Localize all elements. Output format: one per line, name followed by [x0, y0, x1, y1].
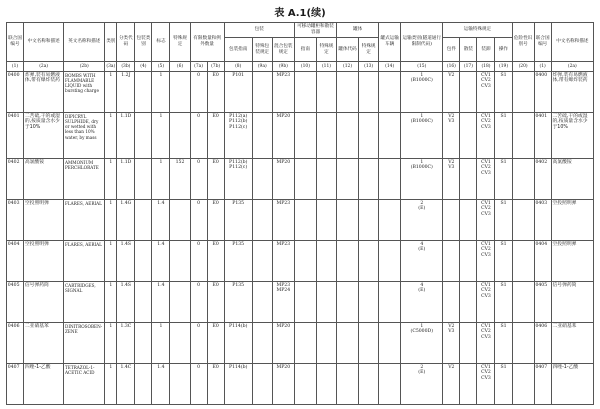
cell-hz [512, 282, 534, 323]
cell-p16: V2 V3 [443, 323, 460, 364]
header-un-no-right: 联合国编号 [534, 23, 551, 62]
column-number-row [7, 62, 594, 72]
cell-veh [379, 364, 401, 405]
cell-mp: MP23 [272, 72, 294, 113]
cell-p19: S1 [495, 282, 512, 323]
cell-t11 [316, 282, 336, 323]
cell-t10 [294, 282, 316, 323]
cell-t13 [359, 200, 379, 241]
cell-cls: 1 [105, 323, 117, 364]
column-number: (8) [224, 62, 252, 72]
cell-p17 [460, 323, 477, 364]
cell-p18: CV1 CV2 CV3 [477, 282, 495, 323]
cell-p16: V2 V3 [443, 113, 460, 159]
cell-t13 [359, 72, 379, 113]
cell-pg [135, 113, 152, 159]
cell-veh [379, 159, 401, 200]
cell-t11 [316, 200, 336, 241]
cell-cn2: 炸弹,装有易燃液体,带有爆炸装药 [551, 72, 593, 113]
header-pkg-special: 特殊包装规定 [252, 38, 272, 62]
cell-p17 [460, 72, 477, 113]
cell-en: FLARES, AERIAL [64, 241, 105, 282]
cell-t12 [337, 72, 359, 113]
cell-p17 [460, 282, 477, 323]
cell-cls: 1 [105, 200, 117, 241]
cell-p16: V2 [443, 364, 460, 405]
table-title: 表 A.1(续) [274, 8, 326, 19]
cell-q7b: E0 [207, 364, 224, 405]
cell-pg [135, 159, 152, 200]
cell-code: 1.4G [117, 200, 135, 241]
transport-cat-tc2: (B1000C) [410, 119, 433, 125]
cell-un2: 0405 [534, 282, 551, 323]
cell-lbl: 1.4 [152, 364, 170, 405]
cell-code: 1.1D [117, 113, 135, 159]
transport-cat-tc2: (E) [418, 370, 426, 376]
cell-q7b: E0 [207, 72, 224, 113]
cell-p16 [443, 200, 460, 241]
cell-pi: P135 [224, 241, 252, 282]
cell-t13 [359, 282, 379, 323]
cell-code: 1.2J [117, 72, 135, 113]
cell-un: 0403 [7, 200, 24, 241]
cell-p18: CV1 CV2 CV3 [477, 200, 495, 241]
cell-p16 [443, 282, 460, 323]
cell-un: 0401 [7, 113, 24, 159]
transport-cat-tc1: 4 [420, 241, 424, 247]
cell-cn2: 二苦硫,干的或湿的,按质量含水少于10% [551, 113, 593, 159]
transport-cat-tc2: (B1000C) [410, 78, 433, 84]
cell-lbl: 1 [152, 323, 170, 364]
cell-t11 [316, 364, 336, 405]
cell-sp [170, 323, 190, 364]
header-port-instr: 指南 [294, 38, 316, 62]
cell-p18: CV1 CV2 CV3 [477, 241, 495, 282]
cell-t13 [359, 241, 379, 282]
cell-t10 [294, 200, 316, 241]
cell-lbl: 1 [152, 113, 170, 159]
cell-cls: 1 [105, 113, 117, 159]
column-number: (18) [477, 62, 495, 72]
transport-cat-tc1: 1 [420, 113, 424, 119]
cell-tc [401, 200, 443, 241]
cell-q7a: 0 [190, 113, 207, 159]
column-number: (13) [359, 62, 379, 72]
cell-p17 [460, 200, 477, 241]
cell-p18: CV1 CV2 CV3 [477, 72, 495, 113]
cell-p19: S1 [495, 323, 512, 364]
header-mixed: 混合包装规定 [272, 38, 294, 62]
transport-cat-tc2: (E) [418, 206, 426, 212]
cell-pg [135, 323, 152, 364]
cell-q7a: 0 [190, 200, 207, 241]
cell-t11 [316, 113, 336, 159]
cell-tc [401, 282, 443, 323]
table-row [7, 159, 594, 200]
cell-tc [401, 323, 443, 364]
cell-p17 [460, 364, 477, 405]
cell-t11 [316, 72, 336, 113]
cell-hz [512, 200, 534, 241]
cell-mp: MP20 [272, 364, 294, 405]
cell-cls: 1 [105, 159, 117, 200]
cell-t13 [359, 323, 379, 364]
cell-lbl: 1.4 [152, 282, 170, 323]
cell-q7a: 0 [190, 323, 207, 364]
header-packaging: 包装 [224, 23, 294, 38]
cell-code: 1.3C [117, 323, 135, 364]
column-number: (15) [401, 62, 443, 72]
header-cn-name: 中文名称和描述 [24, 23, 64, 62]
header-sp-bulk: 散装 [460, 38, 477, 62]
cell-pi: P112(a) P112(b) P112(c) [224, 113, 252, 159]
cell-t12 [337, 241, 359, 282]
cell-cls: 1 [105, 241, 117, 282]
cell-hz [512, 159, 534, 200]
cell-en: DIPICRYL SULPHIDE, dry or wetted with less than 10% water, by mass [64, 113, 105, 159]
cell-en: CARTRIDGES, SIGNAL [64, 282, 105, 323]
cell-un2: 0402 [534, 159, 551, 200]
cell-hz [512, 323, 534, 364]
column-number: (4) [135, 62, 152, 72]
transport-cat-tc1: 1 [420, 159, 424, 165]
cell-pi: P114(b) [224, 364, 252, 405]
cell-veh [379, 323, 401, 364]
cell-un2: 0401 [534, 113, 551, 159]
cell-code: 1.1D [117, 159, 135, 200]
cell-p19: S1 [495, 241, 512, 282]
table-row [7, 200, 594, 241]
header-tank-code: 罐体代码 [337, 38, 359, 62]
header-hazard-id: 危险性识别号 [512, 23, 534, 62]
cell-t12 [337, 113, 359, 159]
header-limited: 有限数量和例外数量 [190, 23, 224, 62]
header-tank: 罐体 [337, 23, 379, 38]
column-number: (20) [512, 62, 534, 72]
column-number: (7a) [190, 62, 207, 72]
table-row [7, 282, 594, 323]
column-number: (2a) [24, 62, 64, 72]
cell-cn2: 空投照明弹 [551, 200, 593, 241]
cell-p18: CV1 CV2 CV3 [477, 113, 495, 159]
cell-un2: 0403 [534, 200, 551, 241]
cell-tc [401, 113, 443, 159]
cell-en: BOMBS WITH FLAMMABLE LIQUID with bursting charge [64, 72, 105, 113]
cell-veh [379, 200, 401, 241]
cell-t11 [316, 159, 336, 200]
cell-un: 0400 [7, 72, 24, 113]
cell-pp [252, 364, 272, 405]
header-pkg-instr: 包装指南 [224, 38, 252, 62]
transport-cat-tc1: 2 [420, 364, 424, 370]
cell-t10 [294, 241, 316, 282]
header-tank-special: 特殊规定 [359, 38, 379, 62]
cell-pp [252, 200, 272, 241]
column-number: (11) [316, 62, 336, 72]
header-en-name: 英文名称和描述 [64, 23, 105, 62]
header-un-no: 联合国编号 [7, 23, 24, 62]
header-port-special: 特殊规定 [316, 38, 336, 62]
cell-p19: S1 [495, 364, 512, 405]
transport-cat-tc1: 1 [420, 323, 424, 329]
cell-mp: MP23 MP24 [272, 282, 294, 323]
cell-mp: MP20 [272, 113, 294, 159]
cell-cn: 四唑-1-乙酸 [24, 364, 64, 405]
column-number: (6) [170, 62, 190, 72]
cell-t13 [359, 159, 379, 200]
dangerous-goods-table [6, 22, 594, 405]
cell-t12 [337, 323, 359, 364]
transport-cat-tc2: (E) [418, 288, 426, 294]
cell-cn: 空投照明弹 [24, 200, 64, 241]
column-number: (19) [495, 62, 512, 72]
cell-un2: 0400 [534, 72, 551, 113]
column-number: (12) [337, 62, 359, 72]
cell-t10 [294, 364, 316, 405]
cell-pp [252, 241, 272, 282]
cell-p17 [460, 241, 477, 282]
header-sp-op: 操作 [495, 38, 512, 62]
cell-cn2: 四唑-1-乙酸 [551, 364, 593, 405]
cell-cn2: 高氯酸铵 [551, 159, 593, 200]
cell-q7a: 0 [190, 364, 207, 405]
table-row [7, 323, 594, 364]
cell-pi: P112(b) P112(c) [224, 159, 252, 200]
column-number: (16) [443, 62, 460, 72]
header-special: 特殊规定 [170, 23, 190, 62]
transport-cat-tc2: (C5000D) [410, 329, 434, 335]
header-cn-name-right: 中文名称和描述 [551, 23, 593, 62]
cell-q7a: 0 [190, 241, 207, 282]
cell-pp [252, 282, 272, 323]
cell-t10 [294, 113, 316, 159]
cell-cn2: 空投照明弹 [551, 241, 593, 282]
cell-veh [379, 241, 401, 282]
cell-lbl: 1.4 [152, 241, 170, 282]
table-row [7, 364, 594, 405]
cell-un: 0406 [7, 323, 24, 364]
cell-pp [252, 113, 272, 159]
cell-t12 [337, 364, 359, 405]
cell-pg [135, 241, 152, 282]
cell-p16 [443, 241, 460, 282]
column-number: (3b) [117, 62, 135, 72]
cell-un: 0404 [7, 241, 24, 282]
cell-t13 [359, 113, 379, 159]
cell-lbl: 1 [152, 72, 170, 113]
cell-t12 [337, 200, 359, 241]
cell-p17 [460, 159, 477, 200]
cell-cn: 二亚硝基苯 [24, 323, 64, 364]
column-number: (17) [460, 62, 477, 72]
column-number: (5) [152, 62, 170, 72]
column-number: (1) [7, 62, 24, 72]
cell-cn: 炸弹,装有易燃液体,带有爆炸装药 [24, 72, 64, 113]
cell-en: AMMONIUM PERCHLORATE [64, 159, 105, 200]
cell-lbl: 1.4 [152, 200, 170, 241]
column-number: (9b) [272, 62, 294, 72]
cell-en: FLARES, AERIAL [64, 200, 105, 241]
cell-mp: MP23 [272, 241, 294, 282]
cell-p18: CV1 CV2 CV3 [477, 364, 495, 405]
cell-code: 1.4S [117, 241, 135, 282]
cell-tc [401, 364, 443, 405]
cell-un: 0405 [7, 282, 24, 323]
cell-q7b: E0 [207, 200, 224, 241]
cell-t11 [316, 241, 336, 282]
cell-code: 1.4C [117, 364, 135, 405]
cell-cn: 高氯酸铵 [24, 159, 64, 200]
column-number: (7b) [207, 62, 224, 72]
cell-q7b: E0 [207, 113, 224, 159]
cell-p16: V2 [443, 72, 460, 113]
cell-t13 [359, 364, 379, 405]
cell-sp [170, 241, 190, 282]
cell-mp: MP20 [272, 159, 294, 200]
cell-q7a: 0 [190, 159, 207, 200]
cell-pg [135, 72, 152, 113]
cell-pp [252, 159, 272, 200]
cell-cn: 空投照明弹 [24, 241, 64, 282]
header-class-code: 分类代码 [117, 23, 135, 62]
transport-cat-tc1: 4 [420, 282, 424, 288]
cell-sp: 152 [170, 159, 190, 200]
cell-t10 [294, 72, 316, 113]
column-number: (3a) [105, 62, 117, 72]
cell-un2: 0407 [534, 364, 551, 405]
cell-p18: CV1 CV2 CV3 [477, 159, 495, 200]
cell-cls: 1 [105, 364, 117, 405]
header-sp-load: 装卸 [477, 38, 495, 62]
cell-p17 [460, 113, 477, 159]
table-body [7, 72, 594, 405]
cell-pi: P101 [224, 72, 252, 113]
cell-hz [512, 72, 534, 113]
cell-q7b: E0 [207, 323, 224, 364]
cell-q7b: E0 [207, 159, 224, 200]
cell-sp [170, 282, 190, 323]
cell-pg [135, 200, 152, 241]
cell-p18: CV1 CV2 CV3 [477, 323, 495, 364]
transport-cat-tc2: (B1000C) [410, 165, 433, 171]
cell-un: 0407 [7, 364, 24, 405]
cell-hz [512, 241, 534, 282]
cell-cn: 信号弹药筒 [24, 282, 64, 323]
header-transport-cat: 运输类别(隧道通行限制代码) [401, 23, 443, 62]
cell-sp [170, 113, 190, 159]
cell-lbl: 1 [152, 159, 170, 200]
cell-mp: MP23 [272, 200, 294, 241]
header-labels: 标志 [152, 23, 170, 62]
cell-p16: V2 V3 [443, 159, 460, 200]
cell-en: TETRAZOL-1-ACETIC ACID [64, 364, 105, 405]
cell-pi: P135 [224, 282, 252, 323]
cell-cls: 1 [105, 282, 117, 323]
cell-pp [252, 72, 272, 113]
cell-un2: 0404 [534, 241, 551, 282]
cell-p19: S1 [495, 200, 512, 241]
header-portable: 可移动罐柜和散装容器 [294, 23, 336, 38]
cell-t10 [294, 323, 316, 364]
cell-cn2: 二亚硝基苯 [551, 323, 593, 364]
cell-q7a: 0 [190, 282, 207, 323]
cell-t11 [316, 323, 336, 364]
cell-p19: S1 [495, 113, 512, 159]
cell-en: DINITROSOBEN-ZENE [64, 323, 105, 364]
cell-veh [379, 113, 401, 159]
header-class: 类别 [105, 23, 117, 62]
cell-sp [170, 72, 190, 113]
cell-veh [379, 72, 401, 113]
column-number: (1) [534, 62, 551, 72]
column-number: (9a) [252, 62, 272, 72]
cell-tc [401, 72, 443, 113]
cell-code: 1.4S [117, 282, 135, 323]
cell-t12 [337, 282, 359, 323]
table-row [7, 241, 594, 282]
cell-hz [512, 364, 534, 405]
cell-tc [401, 159, 443, 200]
cell-p19: S1 [495, 72, 512, 113]
cell-cn: 二苦硫,干的或湿的,按质量含水少于10% [24, 113, 64, 159]
header-sp-pkg: 包件 [443, 38, 460, 62]
cell-t12 [337, 159, 359, 200]
cell-q7b: E0 [207, 241, 224, 282]
cell-sp [170, 364, 190, 405]
header-vehicle: 罐式运输车辆 [379, 23, 401, 62]
column-number: (2a) [551, 62, 593, 72]
cell-pg [135, 282, 152, 323]
cell-pg [135, 364, 152, 405]
header-row-top [7, 23, 594, 38]
cell-cls: 1 [105, 72, 117, 113]
cell-q7a: 0 [190, 72, 207, 113]
cell-veh [379, 282, 401, 323]
cell-cn2: 信号弹药筒 [551, 282, 593, 323]
column-number: (10) [294, 62, 316, 72]
cell-p19: S1 [495, 159, 512, 200]
transport-cat-tc1: 1 [420, 72, 424, 78]
cell-q7b: E0 [207, 282, 224, 323]
table-row [7, 72, 594, 113]
cell-hz [512, 113, 534, 159]
header-special-prov: 运输特殊规定 [443, 23, 512, 38]
column-number: (14) [379, 62, 401, 72]
cell-un: 0402 [7, 159, 24, 200]
cell-sp [170, 200, 190, 241]
cell-pi: P135 [224, 200, 252, 241]
transport-cat-tc2: (E) [418, 247, 426, 253]
header-pkg-group: 包装类别 [135, 23, 152, 62]
cell-tc [401, 241, 443, 282]
transport-cat-tc1: 2 [420, 200, 424, 206]
cell-un2: 0406 [534, 323, 551, 364]
column-number: (2b) [64, 62, 105, 72]
table-row [7, 113, 594, 159]
cell-mp: MP20 [272, 323, 294, 364]
cell-pp [252, 323, 272, 364]
cell-pi: P114(b) [224, 323, 252, 364]
cell-t10 [294, 159, 316, 200]
